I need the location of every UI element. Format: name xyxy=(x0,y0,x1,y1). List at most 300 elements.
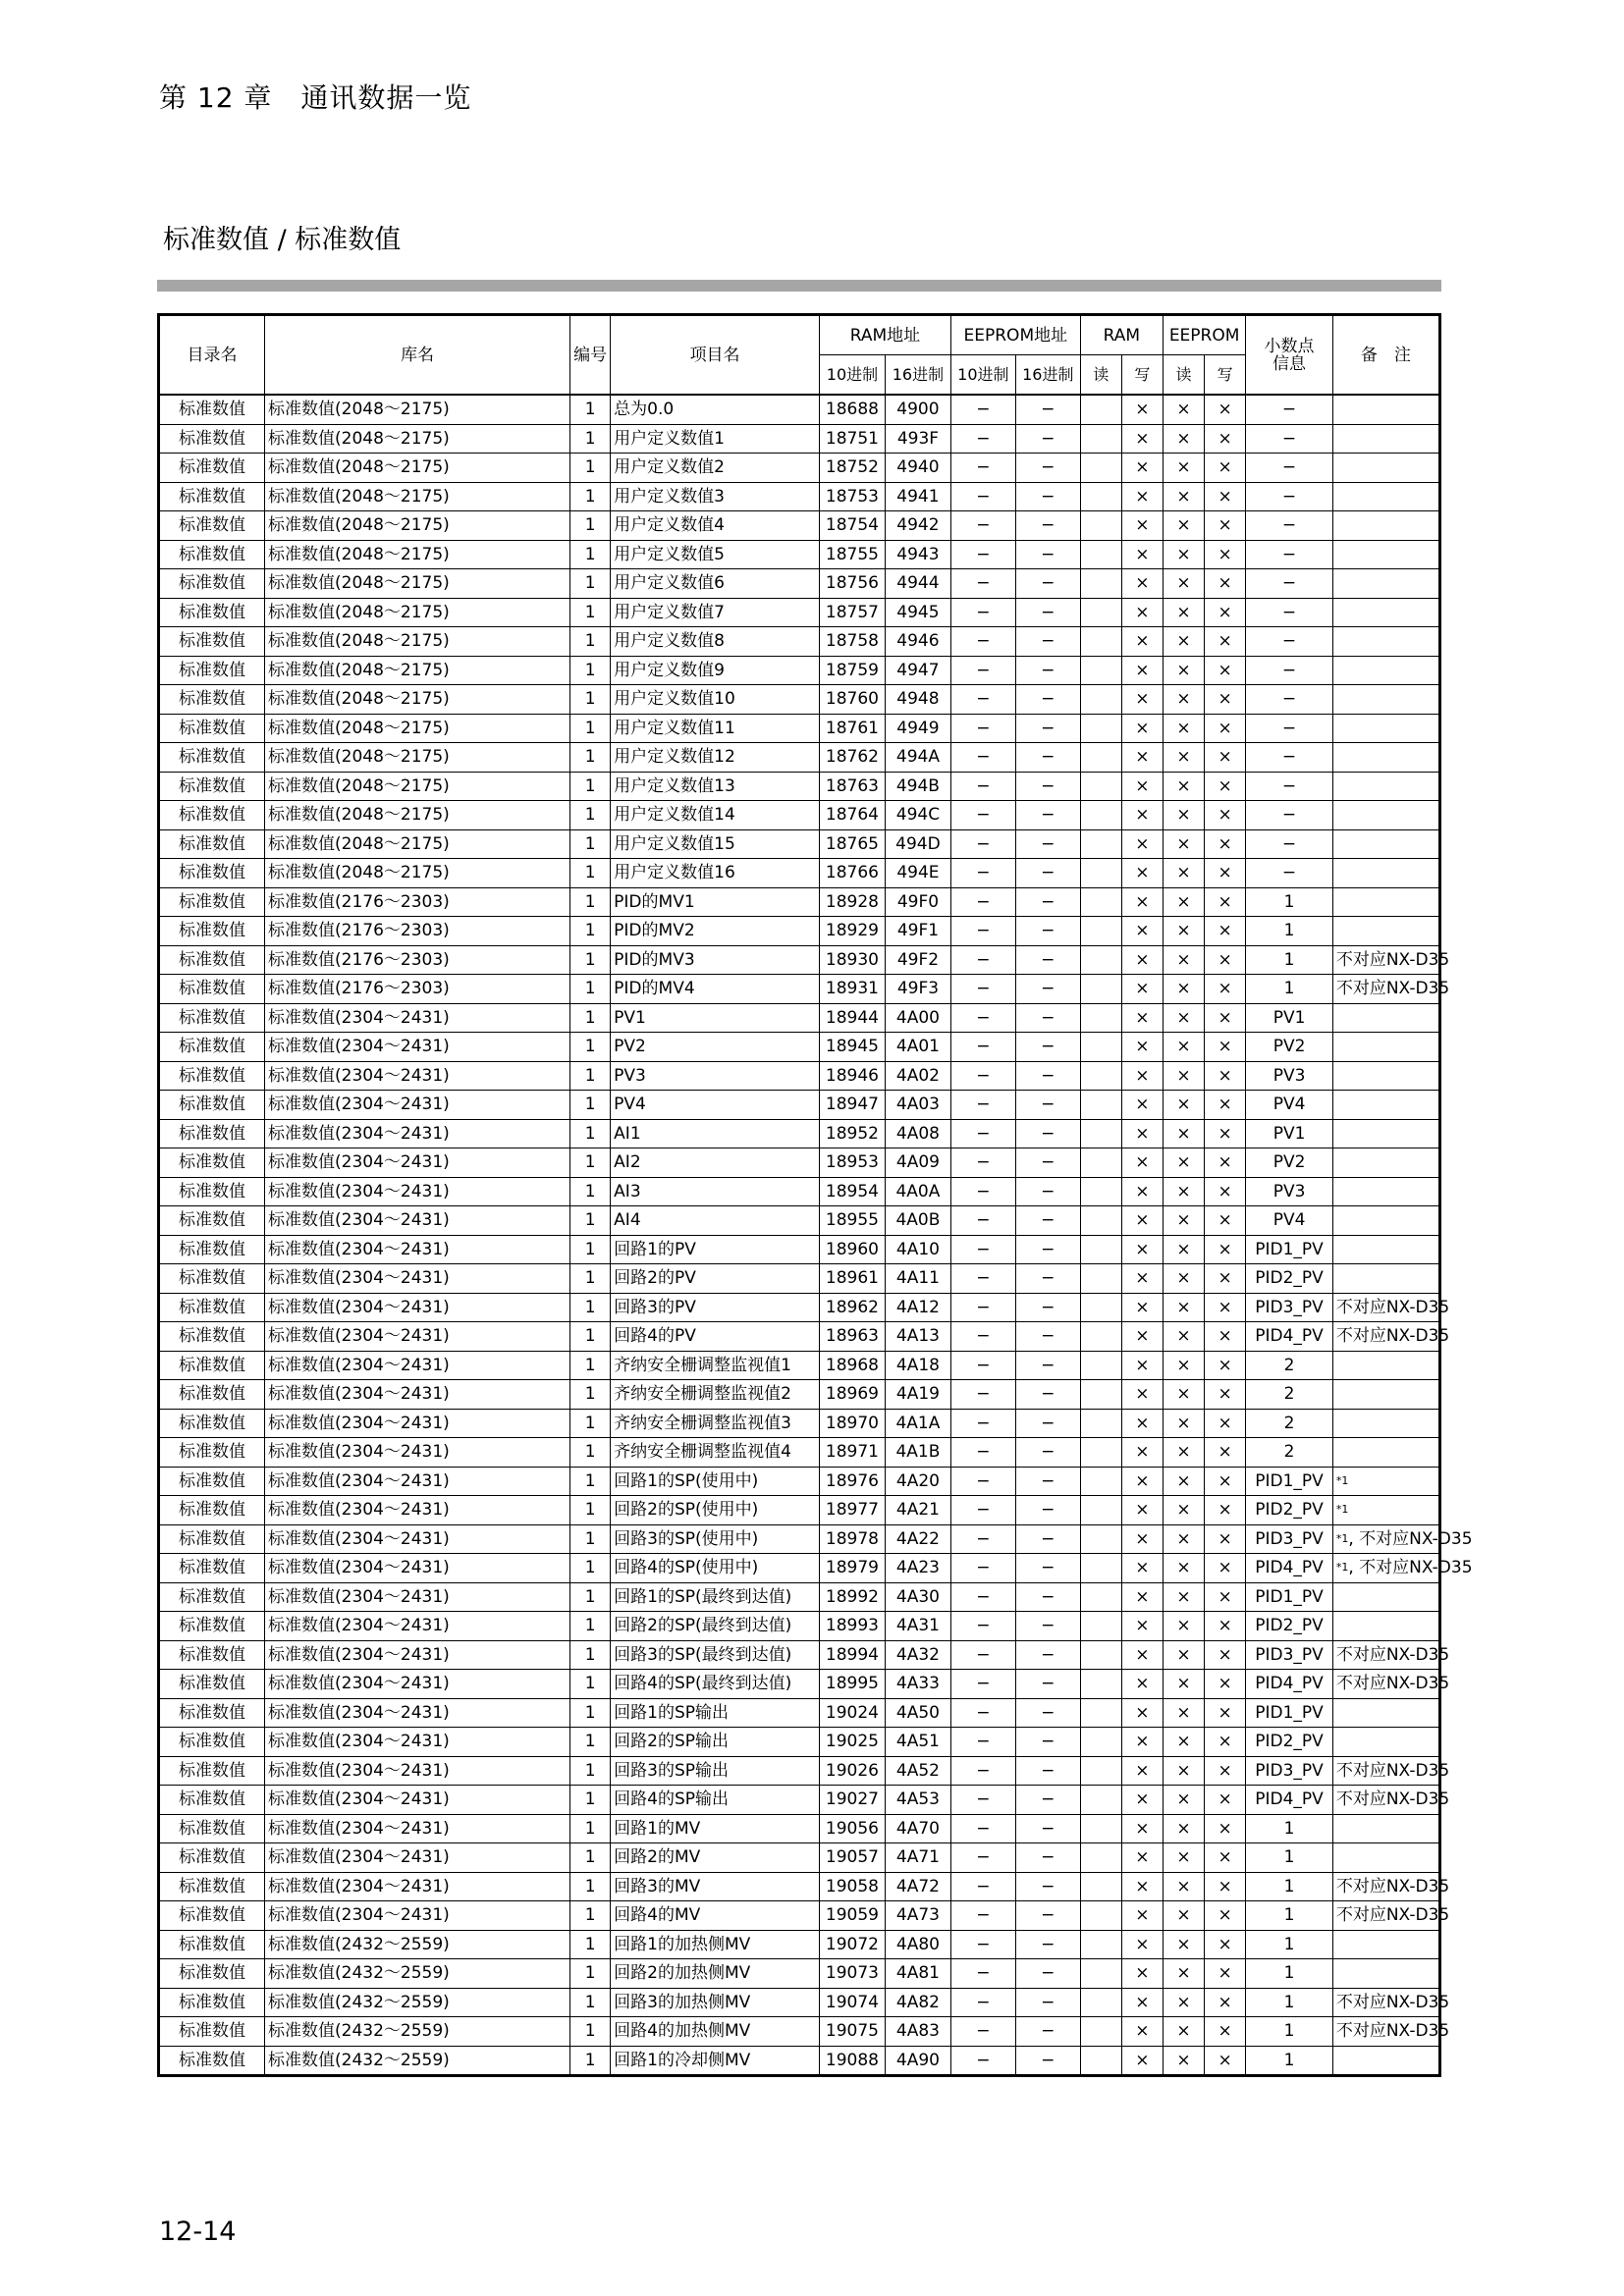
item-name-cell: 回路4的SP(最终到达值) xyxy=(611,1670,820,1699)
catalog-cell: 标准数值 xyxy=(159,2046,265,2076)
catalog-cell: 标准数值 xyxy=(159,714,265,743)
ram-write-cell: × xyxy=(1121,1872,1163,1901)
eeprom-write-cell: × xyxy=(1205,1814,1246,1843)
remarks-cell xyxy=(1332,1033,1439,1062)
ram-write-cell: × xyxy=(1121,1235,1163,1264)
remarks-cell xyxy=(1332,1351,1439,1380)
ram-hex-cell: 4A12 xyxy=(885,1293,950,1322)
library-cell: 标准数值(2048～2175) xyxy=(265,395,570,424)
ram-write-cell: × xyxy=(1121,656,1163,685)
eeprom-dec-cell: − xyxy=(950,2017,1015,2047)
ram-dec-cell: 18978 xyxy=(819,1524,885,1554)
number-cell: 1 xyxy=(570,1814,611,1843)
ram-write-cell: × xyxy=(1121,1206,1163,1236)
ram-hex-cell: 4A03 xyxy=(885,1091,950,1120)
ram-read-cell xyxy=(1080,1554,1121,1583)
ram-read-cell xyxy=(1080,627,1121,657)
eeprom-write-cell: × xyxy=(1205,482,1246,511)
table-row xyxy=(159,887,1440,917)
col-ram-write: 写 xyxy=(1121,355,1163,396)
ram-hex-cell: 4A1B xyxy=(885,1438,950,1468)
ram-read-cell xyxy=(1080,1843,1121,1873)
ram-write-cell: × xyxy=(1121,1988,1163,2017)
eeprom-dec-cell: − xyxy=(950,1901,1015,1931)
eeprom-read-cell: × xyxy=(1163,714,1204,743)
ram-read-cell xyxy=(1080,1582,1121,1612)
footnote-mark: *1 xyxy=(1335,1561,1349,1575)
item-name-cell: 回路3的MV xyxy=(611,1872,820,1901)
eeprom-dec-cell: − xyxy=(950,1148,1015,1178)
col-catalog: 目录名 xyxy=(159,315,265,396)
library-cell: 标准数值(2304～2431) xyxy=(265,1264,570,1294)
ram-write-cell: × xyxy=(1121,1640,1163,1670)
library-cell: 标准数值(2304～2431) xyxy=(265,1351,570,1380)
catalog-cell: 标准数值 xyxy=(159,1670,265,1699)
library-cell: 标准数值(2048～2175) xyxy=(265,714,570,743)
eeprom-dec-cell: − xyxy=(950,743,1015,773)
eeprom-dec-cell: − xyxy=(950,482,1015,511)
catalog-cell: 标准数值 xyxy=(159,1148,265,1178)
ram-dec-cell: 19072 xyxy=(819,1930,885,1959)
ram-hex-cell: 4A0A xyxy=(885,1177,950,1206)
ram-write-cell: × xyxy=(1121,1612,1163,1641)
eeprom-hex-cell: − xyxy=(1015,540,1080,569)
item-name-cell: PV4 xyxy=(611,1091,820,1120)
eeprom-write-cell: × xyxy=(1205,1061,1246,1091)
item-name-cell: 回路1的加热侧MV xyxy=(611,1930,820,1959)
remarks-cell xyxy=(1332,1496,1439,1525)
remarks-cell xyxy=(1332,1003,1439,1033)
eeprom-hex-cell: − xyxy=(1015,1322,1080,1352)
ram-hex-cell: 4940 xyxy=(885,454,950,483)
decimal-info-cell: 1 xyxy=(1246,1988,1333,2017)
ram-hex-cell: 49F0 xyxy=(885,887,950,917)
eeprom-write-cell: × xyxy=(1205,1119,1246,1148)
eeprom-write-cell: × xyxy=(1205,887,1246,917)
eeprom-dec-cell: − xyxy=(950,2046,1015,2076)
number-cell: 1 xyxy=(570,598,611,627)
ram-dec-cell: 18930 xyxy=(819,945,885,975)
ram-read-cell xyxy=(1080,1612,1121,1641)
number-cell: 1 xyxy=(570,1612,611,1641)
eeprom-read-cell: × xyxy=(1163,395,1204,424)
table-row xyxy=(159,569,1440,599)
eeprom-hex-cell: − xyxy=(1015,1033,1080,1062)
col-decimal-line2: 信息 xyxy=(1272,353,1307,374)
eeprom-read-cell: × xyxy=(1163,424,1204,454)
eeprom-hex-cell: − xyxy=(1015,1612,1080,1641)
remarks-cell xyxy=(1332,627,1439,657)
ram-hex-cell: 4A19 xyxy=(885,1380,950,1410)
catalog-cell: 标准数值 xyxy=(159,395,265,424)
ram-hex-cell: 4944 xyxy=(885,569,950,599)
remarks-cell xyxy=(1332,1612,1439,1641)
remarks-cell xyxy=(1332,685,1439,715)
eeprom-write-cell: × xyxy=(1205,743,1246,773)
table-body xyxy=(159,395,1473,2076)
item-name-cell: 回路2的PV xyxy=(611,1264,820,1294)
eeprom-write-cell: × xyxy=(1205,2017,1246,2047)
col-eeprom-read: 读 xyxy=(1163,355,1204,396)
eeprom-hex-cell: − xyxy=(1015,511,1080,541)
decimal-info-cell: − xyxy=(1246,395,1333,424)
page-number: 12-14 xyxy=(159,2216,237,2247)
number-cell: 1 xyxy=(570,1438,611,1468)
ram-read-cell xyxy=(1080,829,1121,859)
remarks-cell xyxy=(1332,395,1439,424)
ram-dec-cell: 19074 xyxy=(819,1988,885,2017)
ram-dec-cell: 19025 xyxy=(819,1728,885,1757)
remarks-cell xyxy=(1332,424,1439,454)
number-cell: 1 xyxy=(570,1988,611,2017)
eeprom-write-cell: × xyxy=(1205,1698,1246,1728)
decimal-info-cell: − xyxy=(1246,859,1333,888)
decimal-info-cell: PID1_PV xyxy=(1246,1235,1333,1264)
library-cell: 标准数值(2304～2431) xyxy=(265,1206,570,1236)
table-row xyxy=(159,859,1440,888)
library-cell: 标准数值(2304～2431) xyxy=(265,1119,570,1148)
catalog-cell: 标准数值 xyxy=(159,1988,265,2017)
ram-write-cell: × xyxy=(1121,1438,1163,1468)
table-row xyxy=(159,1728,1440,1757)
item-name-cell: PID的MV1 xyxy=(611,887,820,917)
library-cell: 标准数值(2304～2431) xyxy=(265,1409,570,1438)
library-cell: 标准数值(2048～2175) xyxy=(265,540,570,569)
table-row xyxy=(159,1930,1440,1959)
eeprom-dec-cell: − xyxy=(950,801,1015,830)
catalog-cell: 标准数值 xyxy=(159,1235,265,1264)
catalog-cell: 标准数值 xyxy=(159,1554,265,1583)
number-cell: 1 xyxy=(570,1351,611,1380)
ram-hex-cell: 4A71 xyxy=(885,1843,950,1873)
ram-read-cell xyxy=(1080,1091,1121,1120)
number-cell: 1 xyxy=(570,1843,611,1873)
ram-dec-cell: 18764 xyxy=(819,801,885,830)
eeprom-dec-cell: − xyxy=(950,917,1015,946)
decimal-info-cell: − xyxy=(1246,772,1333,801)
table-row xyxy=(159,540,1440,569)
eeprom-write-cell: × xyxy=(1205,1322,1246,1352)
number-cell: 1 xyxy=(570,1264,611,1294)
ram-dec-cell: 18952 xyxy=(819,1119,885,1148)
table-row xyxy=(159,627,1440,657)
decimal-info-cell: − xyxy=(1246,829,1333,859)
ram-write-cell: × xyxy=(1121,1409,1163,1438)
number-cell: 1 xyxy=(570,1786,611,1815)
ram-hex-cell: 494B xyxy=(885,772,950,801)
eeprom-read-cell: × xyxy=(1163,1524,1204,1554)
eeprom-dec-cell: − xyxy=(950,975,1015,1004)
eeprom-read-cell: × xyxy=(1163,1438,1204,1468)
ram-dec-cell: 18971 xyxy=(819,1438,885,1468)
library-cell: 标准数值(2048～2175) xyxy=(265,859,570,888)
ram-hex-cell: 4A13 xyxy=(885,1322,950,1352)
table-row xyxy=(159,1612,1440,1641)
item-name-cell: 用户定义数值8 xyxy=(611,627,820,657)
eeprom-read-cell: × xyxy=(1163,1988,1204,2017)
remarks-cell xyxy=(1332,1380,1439,1410)
remarks-cell xyxy=(1332,656,1439,685)
number-cell: 1 xyxy=(570,1959,611,1989)
eeprom-write-cell: × xyxy=(1205,1496,1246,1525)
ram-hex-cell: 4900 xyxy=(885,395,950,424)
eeprom-dec-cell: − xyxy=(950,1177,1015,1206)
number-cell: 1 xyxy=(570,1003,611,1033)
catalog-cell: 标准数值 xyxy=(159,945,265,975)
catalog-cell: 标准数值 xyxy=(159,801,265,830)
item-name-cell: 回路4的PV xyxy=(611,1322,820,1352)
eeprom-read-cell: × xyxy=(1163,1872,1204,1901)
ram-write-cell: × xyxy=(1121,1293,1163,1322)
library-cell: 标准数值(2304～2431) xyxy=(265,1640,570,1670)
library-cell: 标准数值(2304～2431) xyxy=(265,1814,570,1843)
eeprom-hex-cell: − xyxy=(1015,482,1080,511)
eeprom-dec-cell: − xyxy=(950,714,1015,743)
eeprom-read-cell: × xyxy=(1163,1293,1204,1322)
eeprom-read-cell: × xyxy=(1163,1612,1204,1641)
item-name-cell: 用户定义数值7 xyxy=(611,598,820,627)
eeprom-hex-cell: − xyxy=(1015,1380,1080,1410)
eeprom-hex-cell: − xyxy=(1015,1264,1080,1294)
item-name-cell: 总为0.0 xyxy=(611,395,820,424)
number-cell: 1 xyxy=(570,2046,611,2076)
eeprom-write-cell: × xyxy=(1205,1988,1246,2017)
ram-hex-cell: 4A82 xyxy=(885,1988,950,2017)
eeprom-hex-cell: − xyxy=(1015,1206,1080,1236)
eeprom-write-cell: × xyxy=(1205,945,1246,975)
eeprom-dec-cell: − xyxy=(950,1091,1015,1120)
eeprom-hex-cell: − xyxy=(1015,1988,1080,2017)
library-cell: 标准数值(2432～2559) xyxy=(265,1959,570,1989)
ram-write-cell: × xyxy=(1121,1582,1163,1612)
eeprom-write-cell: × xyxy=(1205,1901,1246,1931)
table-row xyxy=(159,1351,1440,1380)
ram-write-cell: × xyxy=(1121,627,1163,657)
ram-read-cell xyxy=(1080,917,1121,946)
table-row xyxy=(159,1872,1440,1901)
ram-dec-cell: 18751 xyxy=(819,424,885,454)
remarks-cell: 不对应NX-D35 xyxy=(1332,1670,1439,1699)
catalog-cell: 标准数值 xyxy=(159,482,265,511)
section-title: 标准数值 / 标准数值 xyxy=(163,225,402,255)
ram-read-cell xyxy=(1080,1698,1121,1728)
eeprom-hex-cell: − xyxy=(1015,1698,1080,1728)
remarks-cell xyxy=(1332,743,1439,773)
eeprom-hex-cell: − xyxy=(1015,627,1080,657)
decimal-info-cell: 1 xyxy=(1246,917,1333,946)
eeprom-write-cell: × xyxy=(1205,1148,1246,1178)
eeprom-dec-cell: − xyxy=(950,1206,1015,1236)
decimal-info-cell: 1 xyxy=(1246,1959,1333,1989)
item-name-cell: AI3 xyxy=(611,1177,820,1206)
remarks-cell xyxy=(1332,1061,1439,1091)
col-item: 项目名 xyxy=(611,315,820,396)
table-row xyxy=(159,945,1440,975)
decimal-info-cell: − xyxy=(1246,627,1333,657)
table-row xyxy=(159,1119,1440,1148)
eeprom-write-cell: × xyxy=(1205,1033,1246,1062)
ram-dec-cell: 18963 xyxy=(819,1322,885,1352)
item-name-cell: AI1 xyxy=(611,1119,820,1148)
eeprom-dec-cell: − xyxy=(950,1235,1015,1264)
item-name-cell: 回路1的PV xyxy=(611,1235,820,1264)
item-name-cell: 回路2的SP(使用中) xyxy=(611,1496,820,1525)
item-name-cell: 用户定义数值6 xyxy=(611,569,820,599)
item-name-cell: 用户定义数值9 xyxy=(611,656,820,685)
number-cell: 1 xyxy=(570,540,611,569)
ram-dec-cell: 18757 xyxy=(819,598,885,627)
eeprom-dec-cell: − xyxy=(950,1843,1015,1873)
table-row xyxy=(159,1091,1440,1120)
item-name-cell: 齐纳安全栅调整监视值1 xyxy=(611,1351,820,1380)
remarks-cell xyxy=(1332,482,1439,511)
eeprom-dec-cell: − xyxy=(950,540,1015,569)
eeprom-write-cell: × xyxy=(1205,1786,1246,1815)
eeprom-hex-cell: − xyxy=(1015,424,1080,454)
number-cell: 1 xyxy=(570,1380,611,1410)
col-library: 库名 xyxy=(265,315,570,396)
number-cell: 1 xyxy=(570,743,611,773)
eeprom-read-cell: × xyxy=(1163,656,1204,685)
ram-hex-cell: 4A18 xyxy=(885,1351,950,1380)
ram-dec-cell: 18763 xyxy=(819,772,885,801)
remarks-cell xyxy=(1332,1177,1439,1206)
ram-hex-cell: 4942 xyxy=(885,511,950,541)
eeprom-dec-cell: − xyxy=(950,1988,1015,2017)
ram-hex-cell: 4A52 xyxy=(885,1756,950,1786)
eeprom-dec-cell: − xyxy=(950,1264,1015,1294)
eeprom-dec-cell: − xyxy=(950,569,1015,599)
ram-read-cell xyxy=(1080,1756,1121,1786)
decimal-info-cell: PID2_PV xyxy=(1246,1264,1333,1294)
eeprom-hex-cell: − xyxy=(1015,1003,1080,1033)
ram-dec-cell: 18970 xyxy=(819,1409,885,1438)
ram-hex-cell: 49F3 xyxy=(885,975,950,1004)
eeprom-dec-cell: − xyxy=(950,1409,1015,1438)
eeprom-dec-cell: − xyxy=(950,1582,1015,1612)
ram-dec-cell: 18754 xyxy=(819,511,885,541)
number-cell: 1 xyxy=(570,887,611,917)
decimal-info-cell: PV2 xyxy=(1246,1148,1333,1178)
ram-write-cell: × xyxy=(1121,859,1163,888)
table-row xyxy=(159,1843,1440,1873)
eeprom-hex-cell: − xyxy=(1015,1814,1080,1843)
catalog-cell: 标准数值 xyxy=(159,1091,265,1120)
ram-hex-cell: 4A20 xyxy=(885,1467,950,1496)
eeprom-write-cell: × xyxy=(1205,1235,1246,1264)
item-name-cell: PID的MV4 xyxy=(611,975,820,1004)
ram-dec-cell: 18758 xyxy=(819,627,885,657)
library-cell: 标准数值(2304～2431) xyxy=(265,1756,570,1786)
eeprom-read-cell: × xyxy=(1163,1670,1204,1699)
catalog-cell: 标准数值 xyxy=(159,1438,265,1468)
eeprom-write-cell: × xyxy=(1205,1670,1246,1699)
catalog-cell: 标准数值 xyxy=(159,772,265,801)
ram-hex-cell: 4949 xyxy=(885,714,950,743)
eeprom-write-cell: × xyxy=(1205,454,1246,483)
table-row xyxy=(159,1206,1440,1236)
number-cell: 1 xyxy=(570,1409,611,1438)
table-row xyxy=(159,829,1440,859)
ram-read-cell xyxy=(1080,1786,1121,1815)
library-cell: 标准数值(2304～2431) xyxy=(265,1322,570,1352)
library-cell: 标准数值(2048～2175) xyxy=(265,743,570,773)
item-name-cell: 回路4的SP输出 xyxy=(611,1786,820,1815)
ram-write-cell: × xyxy=(1121,1843,1163,1873)
catalog-cell: 标准数值 xyxy=(159,598,265,627)
ram-dec-cell: 18760 xyxy=(819,685,885,715)
ram-read-cell xyxy=(1080,1988,1121,2017)
number-cell: 1 xyxy=(570,1293,611,1322)
eeprom-read-cell: × xyxy=(1163,801,1204,830)
catalog-cell: 标准数值 xyxy=(159,511,265,541)
decimal-info-cell: PID4_PV xyxy=(1246,1786,1333,1815)
eeprom-write-cell: × xyxy=(1205,1293,1246,1322)
eeprom-hex-cell: − xyxy=(1015,859,1080,888)
eeprom-dec-cell: − xyxy=(950,1061,1015,1091)
eeprom-read-cell: × xyxy=(1163,1554,1204,1583)
ram-write-cell: × xyxy=(1121,1380,1163,1410)
decimal-info-cell: PID4_PV xyxy=(1246,1554,1333,1583)
library-cell: 标准数值(2304～2431) xyxy=(265,1612,570,1641)
ram-write-cell: × xyxy=(1121,1554,1163,1583)
item-name-cell: 用户定义数值12 xyxy=(611,743,820,773)
number-cell: 1 xyxy=(570,829,611,859)
ram-write-cell: × xyxy=(1121,945,1163,975)
ram-dec-cell: 18995 xyxy=(819,1670,885,1699)
eeprom-hex-cell: − xyxy=(1015,917,1080,946)
remarks-cell xyxy=(1332,1959,1439,1989)
library-cell: 标准数值(2304～2431) xyxy=(265,1438,570,1468)
number-cell: 1 xyxy=(570,656,611,685)
footnote-mark: *1 xyxy=(1335,1531,1349,1545)
eeprom-hex-cell: − xyxy=(1015,2046,1080,2076)
eeprom-write-cell: × xyxy=(1205,2046,1246,2076)
eeprom-dec-cell: − xyxy=(950,656,1015,685)
eeprom-read-cell: × xyxy=(1163,975,1204,1004)
ram-write-cell: × xyxy=(1121,1524,1163,1554)
remarks-cell: 不对应NX-D35 xyxy=(1332,1640,1439,1670)
library-cell: 标准数值(2176～2303) xyxy=(265,887,570,917)
remarks-cell xyxy=(1332,1582,1439,1612)
item-name-cell: 回路1的SP输出 xyxy=(611,1698,820,1728)
ram-dec-cell: 18954 xyxy=(819,1177,885,1206)
eeprom-dec-cell: − xyxy=(950,1293,1015,1322)
catalog-cell: 标准数值 xyxy=(159,1756,265,1786)
decimal-info-cell: 1 xyxy=(1246,1930,1333,1959)
library-cell: 标准数值(2432～2559) xyxy=(265,1988,570,2017)
section-divider xyxy=(157,280,1441,292)
catalog-cell: 标准数值 xyxy=(159,859,265,888)
ram-write-cell: × xyxy=(1121,1930,1163,1959)
ram-read-cell xyxy=(1080,1814,1121,1843)
decimal-info-cell: 1 xyxy=(1246,1814,1333,1843)
item-name-cell: PID的MV2 xyxy=(611,917,820,946)
ram-read-cell xyxy=(1080,569,1121,599)
eeprom-read-cell: × xyxy=(1163,1091,1204,1120)
decimal-info-cell: PID4_PV xyxy=(1246,1322,1333,1352)
remarks-cell: 不对应NX-D35 xyxy=(1332,1756,1439,1786)
eeprom-write-cell: × xyxy=(1205,1930,1246,1959)
eeprom-write-cell: × xyxy=(1205,1206,1246,1236)
ram-read-cell xyxy=(1080,859,1121,888)
eeprom-write-cell: × xyxy=(1205,1380,1246,1410)
remarks-cell xyxy=(1332,511,1439,541)
library-cell: 标准数值(2304～2431) xyxy=(265,1786,570,1815)
ram-dec-cell: 18992 xyxy=(819,1582,885,1612)
item-name-cell: 回路1的冷却侧MV xyxy=(611,2046,820,2076)
eeprom-dec-cell: − xyxy=(950,887,1015,917)
